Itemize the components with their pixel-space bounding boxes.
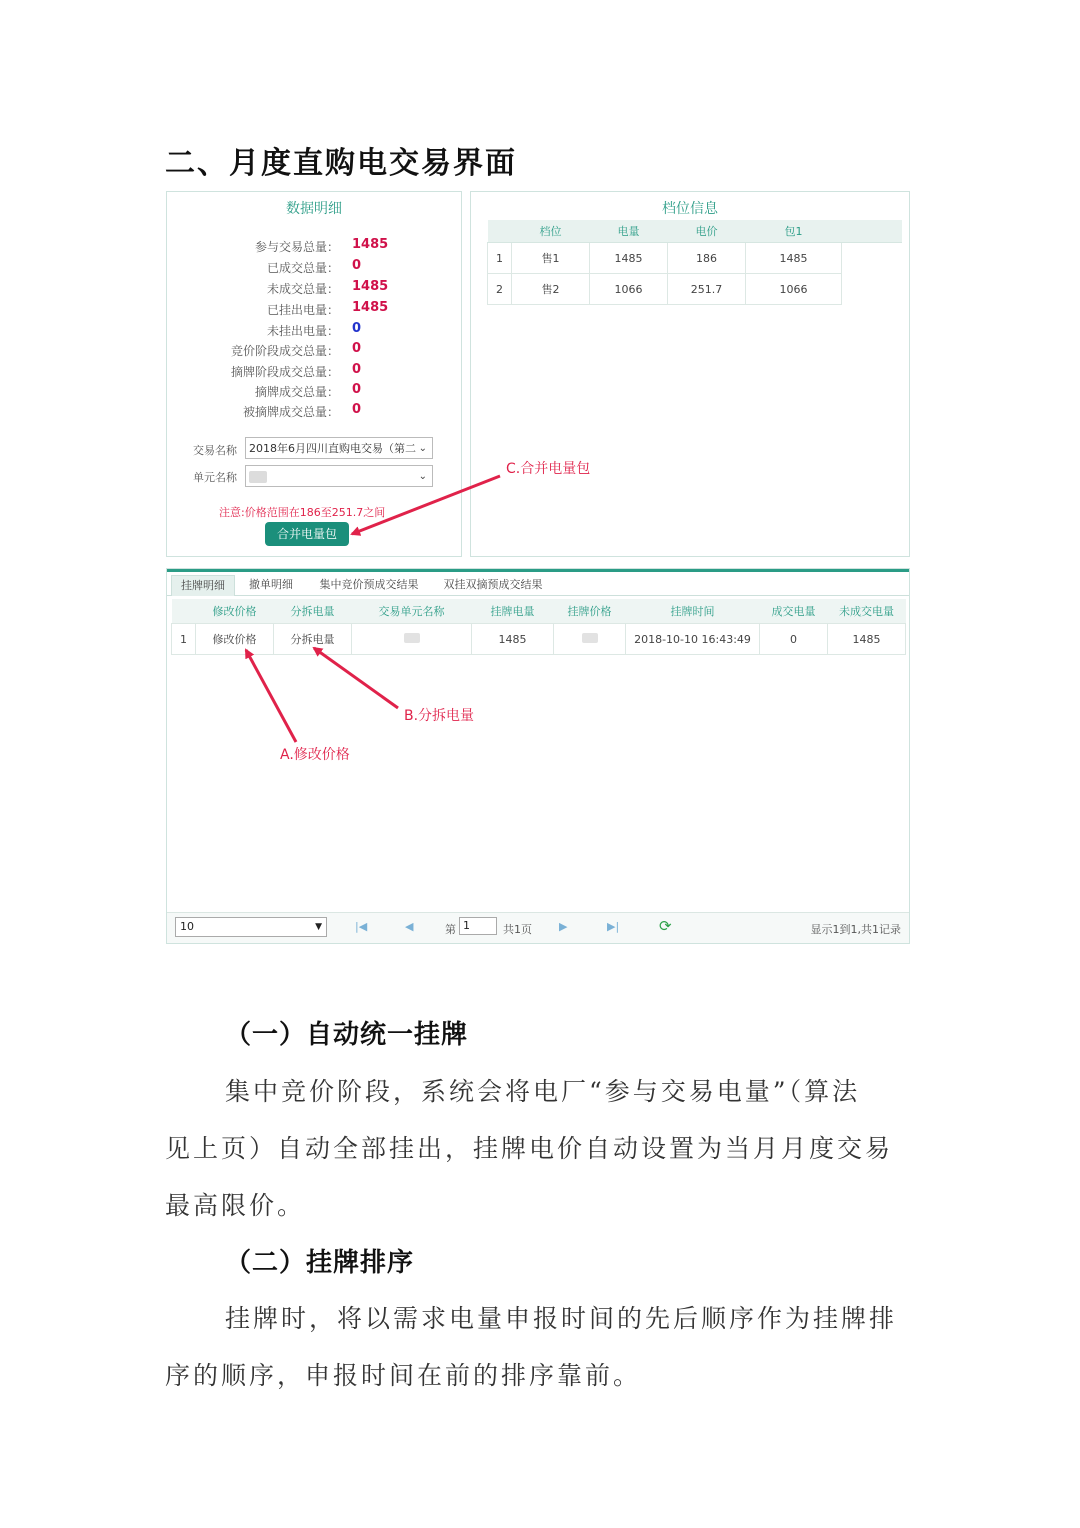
tab-bidding-result[interactable]: 集中竞价预成交结果	[319, 578, 419, 591]
stat-label: 未成交总量：	[266, 282, 339, 296]
listing-time-header: 挂牌时间	[626, 599, 760, 624]
chevron-down-icon: ⌄	[418, 471, 427, 482]
stat-value: 0	[352, 382, 362, 397]
page-total: 共1页	[503, 923, 532, 936]
unit-name-label: 单元名称	[193, 471, 237, 484]
quantity-cell: 1485	[590, 243, 668, 274]
section1-line1: 集中竞价阶段，系统会将电厂“参与交易电量”（算法	[225, 1077, 861, 1106]
refresh-icon[interactable]: ⟳	[659, 917, 672, 935]
page-prefix: 第	[445, 923, 456, 936]
stat-label: 竞价阶段成交总量：	[230, 344, 339, 358]
stat-label: 已成交总量：	[266, 261, 339, 275]
price-header: 电价	[668, 220, 746, 243]
stat-label: 被摘牌成交总量：	[242, 405, 339, 419]
deal-quantity-cell: 0	[760, 624, 828, 655]
tab-dual-listing-result[interactable]: 双挂双摘预成交结果	[443, 578, 543, 591]
stat-value: 0	[352, 402, 362, 417]
price-range-notice: 注意:价格范围在186至251.7之间	[219, 506, 386, 519]
stat-label: 摘牌阶段成交总量：	[230, 365, 339, 379]
record-summary: 显示1到1,共1记录	[810, 923, 901, 936]
row-index: 1	[488, 243, 512, 274]
section2-title: （二）挂牌排序	[225, 1248, 415, 1278]
deal-quantity-header: 成交电量	[760, 599, 828, 624]
stat-value: 1485	[352, 279, 389, 294]
edit-price-header: 修改价格	[196, 599, 274, 624]
annotation-c: C.合并电量包	[506, 461, 591, 477]
listing-price-header: 挂牌价格	[554, 599, 626, 624]
arrow-a	[246, 650, 296, 742]
last-page-icon[interactable]: ▶|	[607, 920, 620, 933]
first-page-icon[interactable]: |◀	[355, 920, 368, 933]
section1-title: （一）自动统一挂牌	[225, 1020, 469, 1050]
stat-value: 1485	[352, 237, 389, 252]
section1-line3: 最高限价。	[165, 1191, 306, 1220]
tier-header: 档位	[512, 220, 590, 243]
prev-page-icon[interactable]: ◀	[405, 920, 414, 933]
stat-value: 0	[352, 258, 362, 273]
chevron-down-icon: ⌄	[418, 443, 427, 454]
pack1-cell: 1485	[746, 243, 842, 274]
stat-value: 1485	[352, 300, 389, 315]
tier-cell: 售2	[512, 274, 590, 305]
arrow-b	[314, 648, 398, 708]
trade-name-label: 交易名称	[193, 444, 237, 457]
listing-quantity-cell: 1485	[472, 624, 554, 655]
listing-quantity-header: 挂牌电量	[472, 599, 554, 624]
arrow-c	[352, 476, 500, 534]
tab-cancel-detail[interactable]: 撤单明细	[249, 578, 293, 591]
pack1-header: 包1	[746, 220, 842, 243]
page-size-value: 10	[180, 920, 194, 933]
page-number-input[interactable]: 1	[459, 917, 497, 935]
stat-label: 已挂出电量：	[266, 303, 339, 317]
stat-label: 摘牌成交总量：	[254, 385, 339, 399]
pack1-cell: 1066	[746, 274, 842, 305]
undealt-quantity-header: 未成交电量	[828, 599, 906, 624]
listing-time-cell: 2018-10-10 16:43:49	[626, 624, 760, 655]
price-cell: 251.7	[668, 274, 746, 305]
section1-line2: 见上页）自动全部挂出，挂牌电价自动设置为当月月度交易	[165, 1134, 894, 1163]
row-index: 2	[488, 274, 512, 305]
stat-label: 参与交易总量：	[254, 240, 339, 254]
next-page-icon[interactable]: ▶	[559, 920, 568, 933]
stat-label: 未挂出电量：	[266, 324, 339, 338]
merge-package-button[interactable]: 合并电量包	[265, 522, 349, 546]
page-heading: 二、月度直购电交易界面	[165, 146, 517, 181]
quantity-header: 电量	[590, 220, 668, 243]
tab-listing-detail[interactable]: 挂牌明细	[171, 575, 235, 596]
data-panel-title: 数据明细	[286, 201, 342, 217]
section2-line2: 序的顺序，申报时间在前的排序靠前。	[165, 1361, 642, 1390]
undealt-quantity-cell: 1485	[828, 624, 906, 655]
edit-price-link[interactable]: 修改价格	[196, 624, 274, 655]
dropdown-arrow-icon: ▼	[315, 922, 322, 932]
price-cell: 186	[668, 243, 746, 274]
split-quantity-header: 分拆电量	[274, 599, 352, 624]
stat-value: 0	[352, 362, 362, 377]
unit-name-header: 交易单元名称	[352, 599, 472, 624]
row-index: 1	[172, 624, 196, 655]
trade-name-value: 2018年6月四川直购电交易（第二	[249, 442, 416, 455]
annotation-a: A.修改价格	[280, 747, 350, 763]
tier-cell: 售1	[512, 243, 590, 274]
section2-line1: 挂牌时，将以需求电量申报时间的先后顺序作为挂牌排	[225, 1304, 898, 1333]
stat-value: 0	[352, 321, 362, 336]
tier-panel-title: 档位信息	[662, 201, 718, 217]
quantity-cell: 1066	[590, 274, 668, 305]
annotation-b: B.分拆电量	[404, 708, 475, 724]
stat-value: 0	[352, 341, 362, 356]
split-quantity-link[interactable]: 分拆电量	[274, 624, 352, 655]
